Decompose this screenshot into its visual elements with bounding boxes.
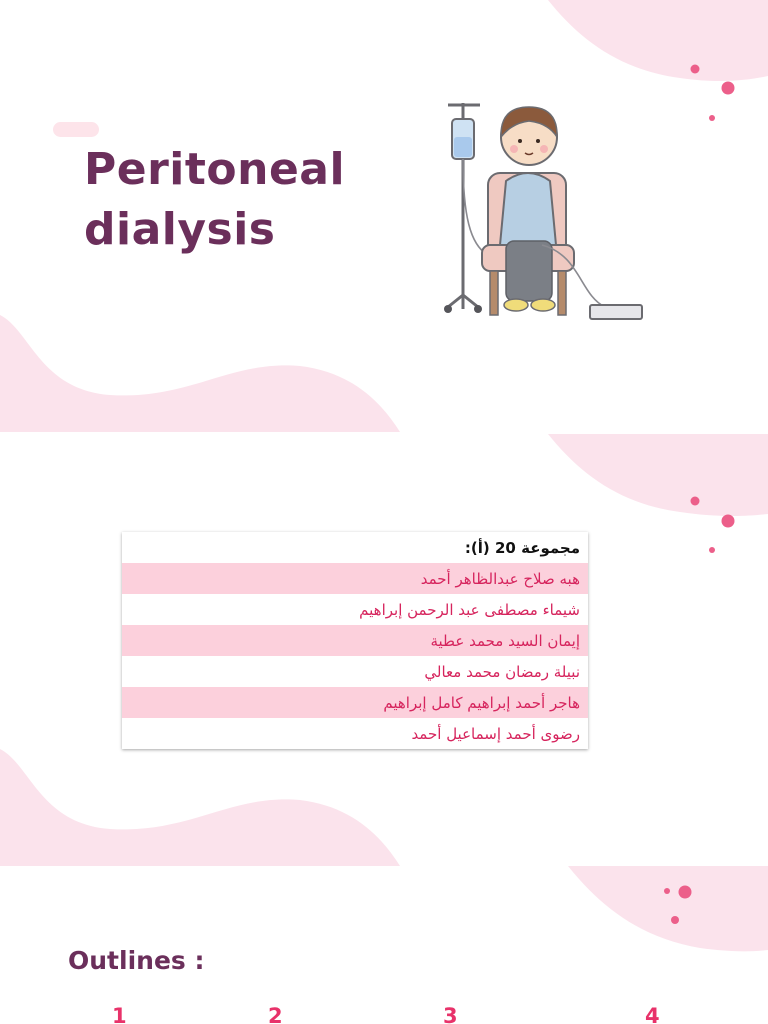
outline-number: 3 [443,1004,458,1024]
outlines-title: Outlines : [68,946,205,975]
outline-number: 1 [112,1004,127,1024]
member-name: نبيلة رمضان محمد معالي [424,662,580,681]
decor-dot [691,65,700,74]
top-right-blob [548,0,768,81]
bottom-left-blob [0,749,400,866]
decor-dot [709,115,715,121]
outlines-slide [0,866,768,1024]
table-header-row [122,532,588,563]
slide3-background [0,866,768,1024]
top-right-blob [548,434,768,516]
member-name: هاجر أحمد إبراهيم كامل إبراهيم [122,687,588,718]
title-slide [0,0,768,432]
title-line-1: Peritoneal [84,144,346,195]
member-name: إيمان السيد محمد عطية [122,625,588,656]
table-row [122,718,588,749]
decor-dot [722,515,735,528]
patient-dialysis-illustration [430,95,660,325]
slide-title [84,140,414,260]
top-right-blob [568,866,768,951]
decor-dot [679,886,692,899]
table-row [122,656,588,687]
decor-dot [664,888,670,894]
table-row [122,563,588,594]
table-row [122,687,588,718]
bottom-left-blob [0,315,400,432]
decor-pill [53,122,99,137]
title-line-2: dialysis [84,204,276,255]
member-name: رضوى أحمد إسماعيل أحمد [411,724,580,743]
decor-dot [691,497,700,506]
table-row [122,625,588,656]
group-heading: مجموعة 20 (أ): [122,532,588,563]
outline-number: 4 [645,1004,660,1024]
group-slide [0,434,768,866]
outline-number: 2 [268,1004,283,1024]
decor-dot [722,82,735,95]
decor-dot [671,916,679,924]
group-members-table [122,532,588,749]
table-row [122,594,588,625]
member-name: شيماء مصطفى عبد الرحمن إبراهيم [359,600,580,619]
decor-dot [709,547,715,553]
member-name: هبه صلاح عبدالظاهر أحمد [122,563,588,594]
